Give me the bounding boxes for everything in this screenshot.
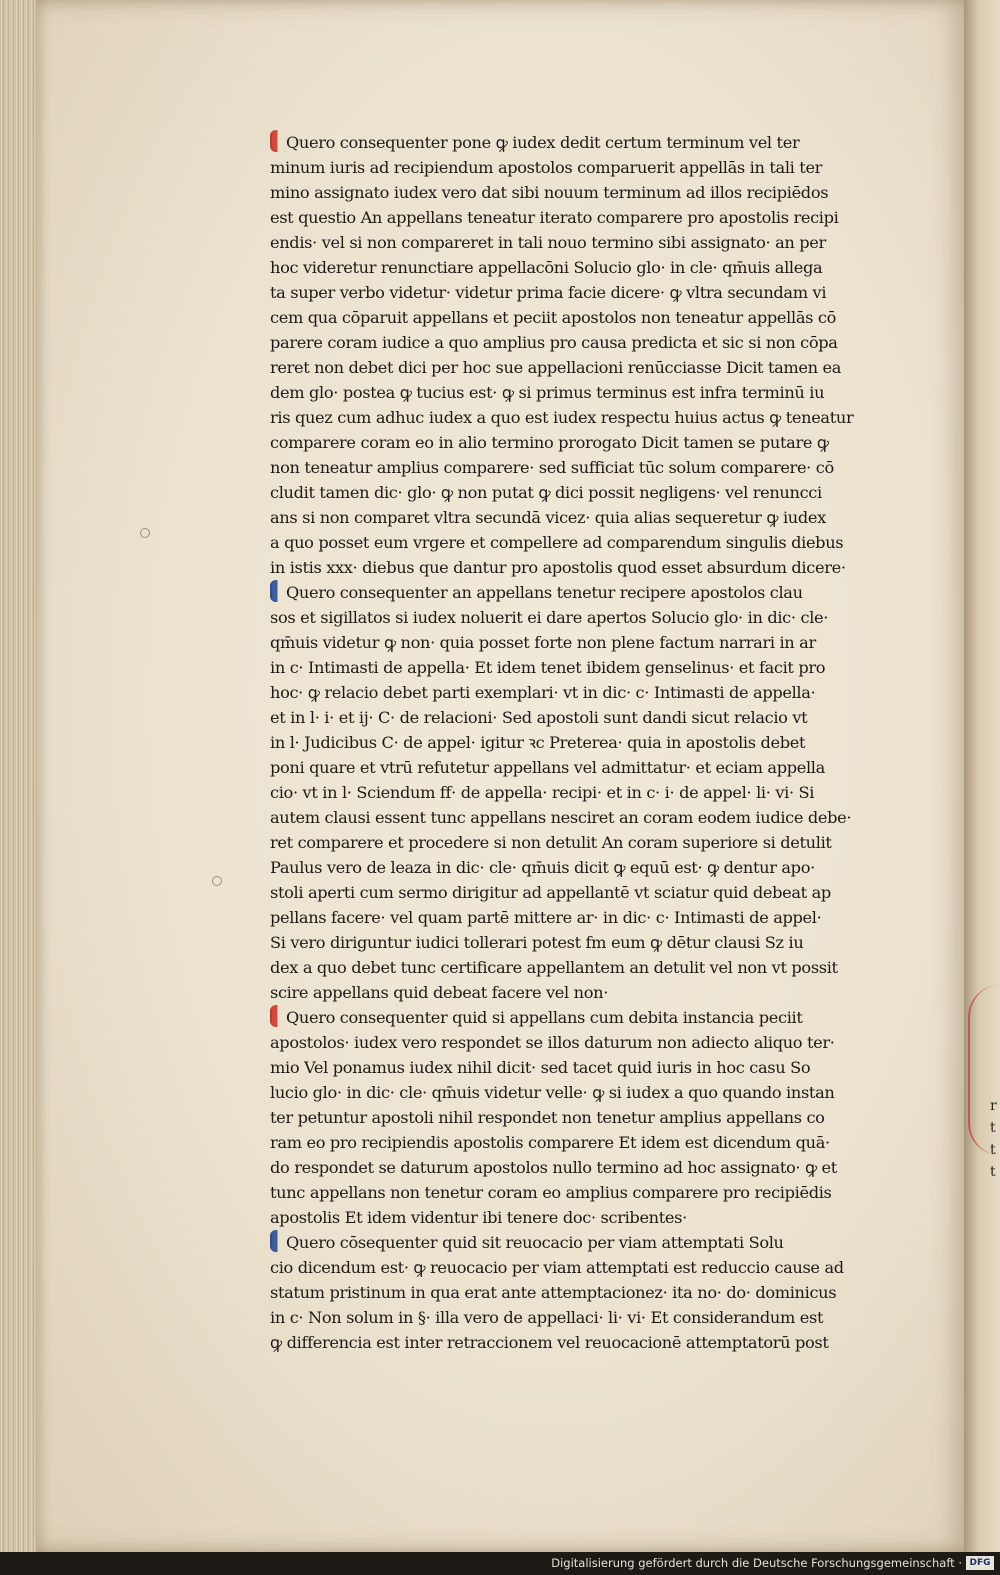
text-line: cio dicendum est· ꝙ reuocacio per viam attemptati est reduccio cause ad <box>270 1258 844 1277</box>
text-line: pellans facere· vel quam partē mittere ar· in dic· c· Intimasti de appel· <box>270 908 822 927</box>
text-line: lucio glo· in dic· cle· qm̄uis videtur velle· ꝙ si iudex a quo quando instan <box>270 1083 835 1102</box>
text-line: dex a quo debet tunc certificare appellantem an detulit vel non vt possit <box>270 958 838 977</box>
text-line: ret comparere et procedere si non detulit An coram superiore si detulit <box>270 833 832 852</box>
text-line: Si vero diriguntur iudici tollerari potest fm eum ꝙ dētur clausi Sz iu <box>270 933 804 952</box>
text-line: ꝙ differencia est inter retraccionem vel reuocacionē attemptatorū post <box>270 1333 829 1352</box>
paper-speck <box>212 876 222 886</box>
fragment-char: t <box>990 1164 996 1180</box>
book-edge-left <box>0 0 40 1555</box>
text-line: qm̄uis videtur ꝙ non· quia posset forte non plene factum narrari in ar <box>270 633 816 652</box>
text-line: dem glo· postea ꝙ tucius est· ꝙ si primus terminus est infra terminū iu <box>270 383 825 402</box>
text-line: mino assignato iudex vero dat sibi nouum terminum ad illos recipiēdos <box>270 183 829 202</box>
text-line: ris quez cum adhuc iudex a quo est iudex respectu huius actus ꝙ teneatur <box>270 408 854 427</box>
footer-credit: Digitalisierung gefördert durch die Deutsche Forschungsgemeinschaft · <box>551 1556 962 1570</box>
text-line: Quero consequenter quid si appellans cum debita instancia peciit <box>270 1005 870 1030</box>
text-line: apostolos· iudex vero respondet se illos daturum non adiecto aliquo ter· <box>270 1033 835 1052</box>
next-page-edge <box>964 0 1000 1552</box>
text-line: sos et sigillatos si iudex noluerit ei dare apertos Solucio glo· in dic· cle· <box>270 608 829 627</box>
red-paragraph-mark-icon <box>270 130 284 152</box>
text-line: autem clausi essent tunc appellans nesciret an coram eodem iudice debe· <box>270 808 852 827</box>
text-line: endis· vel si non compareret in tali nouo termino sibi assignato· an per <box>270 233 826 252</box>
text-line: ram eo pro recipiendis apostolis comparere Et idem est dicendum quā· <box>270 1133 830 1152</box>
text-line: mio Vel ponamus iudex nihil dicit· sed tacet quid iuris in hoc casu So <box>270 1058 811 1077</box>
paper-speck <box>140 528 150 538</box>
text-line: scire appellans quid debeat facere vel non· <box>270 983 609 1002</box>
text-line: Quero cōsequenter quid sit reuocacio per viam attemptati Solu <box>270 1230 870 1255</box>
text-line: est questio An appellans teneatur iterato comparere pro apostolis recipi <box>270 208 839 227</box>
text-line: in l· Judicibus C· de appel· igitur ꝛc Preterea· quia in apostolis debet <box>270 733 806 752</box>
text-line: cludit tamen dic· glo· ꝙ non putat ꝙ dici possit negligens· vel renuncci <box>270 483 822 502</box>
text-line: in istis xxx· diebus que dantur pro apostolis quod esset absurdum dicere· <box>270 558 846 577</box>
text-line: in c· Intimasti de appella· Et idem tenet ibidem genselinus· et facit pro <box>270 658 826 677</box>
fragment-char: t <box>990 1120 996 1136</box>
red-paragraph-mark-icon <box>270 1005 284 1027</box>
text-line: cio· vt in l· Sciendum ff· de appella· recipi· et in c· i· de appel· li· vi· Si <box>270 783 815 802</box>
text-line: Quero consequenter pone ꝙ iudex dedit certum terminum vel ter <box>270 130 870 155</box>
fragment-char: r <box>990 1098 997 1114</box>
text-line: Quero consequenter an appellans tenetur recipere apostolos clau <box>270 580 870 605</box>
text-line: Paulus vero de leaza in dic· cle· qm̄uis dicit ꝙ equū est· ꝙ dentur apo· <box>270 858 815 877</box>
text-line: ta super verbo videtur· videtur prima facie dicere· ꝙ vltra secundam vi <box>270 283 827 302</box>
dfg-logo: DFG <box>966 1556 994 1570</box>
text-line: a quo posset eum vrgere et compellere ad comparendum singulis diebus <box>270 533 844 552</box>
text-line: ter petuntur apostoli nihil respondet non tenetur amplius appellans co <box>270 1108 825 1127</box>
blue-paragraph-mark-icon <box>270 1230 284 1252</box>
text-line: hoc· ꝙ relacio debet parti exemplari· vt in dic· c· Intimasti de appella· <box>270 683 816 702</box>
text-column <box>270 130 870 1355</box>
text-line: apostolis Et idem videntur ibi tenere doc· scribentes· <box>270 1208 687 1227</box>
text-line: in c· Non solum in §· illa vero de appellaci· li· vi· Et considerandum est <box>270 1308 824 1327</box>
text-line: stoli aperti cum sermo dirigitur ad appellantē vt sciatur quid debeat ap <box>270 883 831 902</box>
text-line: comparere coram eo in alio termino prorogato Dicit tamen se putare ꝙ <box>270 433 829 452</box>
next-page-text-fragment <box>990 1095 1000 1183</box>
text-line: hoc videretur renunctiare appellacōni Solucio glo· in cle· qm̄uis allega <box>270 258 823 277</box>
text-line: cem qua cōparuit appellans et peciit apostolos non teneatur appellās cō <box>270 308 836 327</box>
text-line: parere coram iudice a quo amplius pro causa predicta et sic si non cōpa <box>270 333 838 352</box>
text-line: tunc appellans non tenetur coram eo amplius comparere pro recipiēdis <box>270 1183 832 1202</box>
text-line: minum iuris ad recipiendum apostolos comparuerit appellās in tali ter <box>270 158 823 177</box>
text-line: statum pristinum in qua erat ante attemptacionez· ita no· do· dominicus <box>270 1283 837 1302</box>
text-line: poni quare et vtrū refutetur appellans vel admittatur· et eciam appella <box>270 758 825 777</box>
fragment-char: t <box>990 1142 996 1158</box>
blue-paragraph-mark-icon <box>270 580 284 602</box>
text-line: do respondet se daturum apostolos nullo termino ad hoc assignato· ꝙ et <box>270 1158 837 1177</box>
text-line: non teneatur amplius comparere· sed sufficiat tūc solum comparere· cō <box>270 458 834 477</box>
text-line: ans si non comparet vltra secundā vicez· quia alias sequeretur ꝙ iudex <box>270 508 826 527</box>
text-line: reret non debet dici per hoc sue appellacioni renūcciasse Dicit tamen ea <box>270 358 842 377</box>
text-line: et in l· i· et ij· C· de relacioni· Sed apostoli sunt dandi sicut relacio vt <box>270 708 808 727</box>
